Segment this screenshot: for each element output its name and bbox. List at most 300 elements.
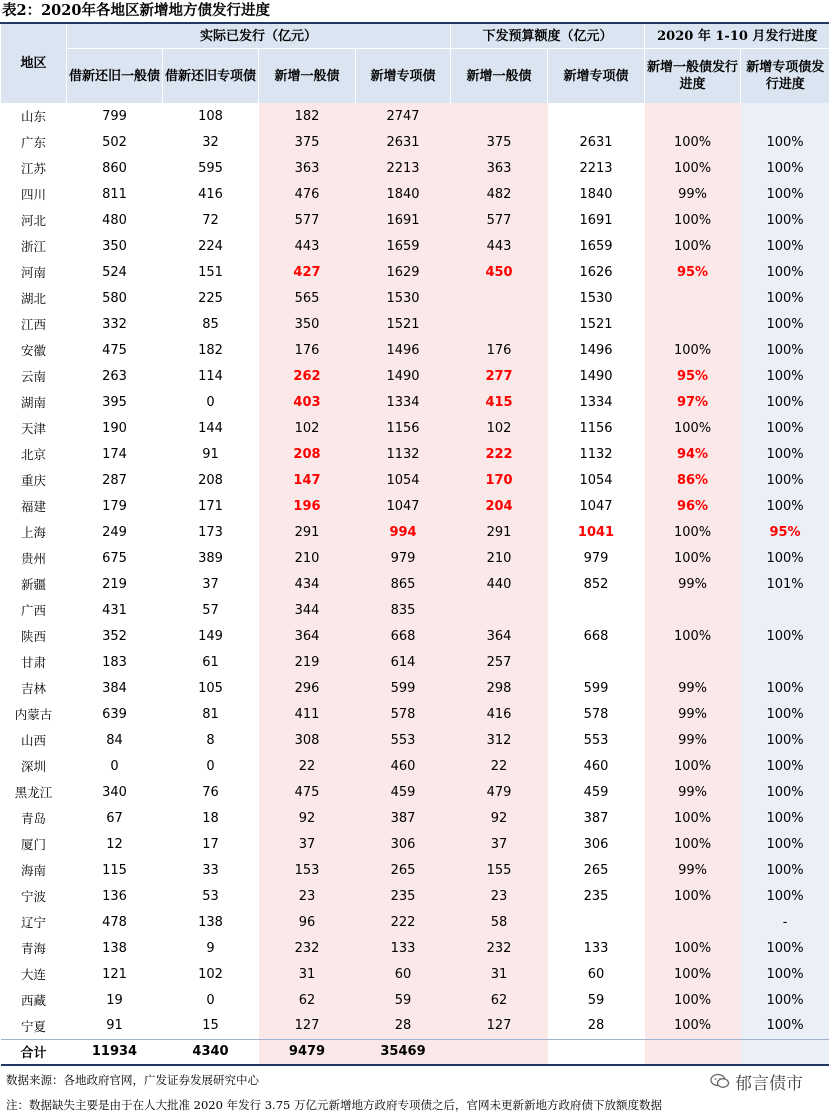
table-row (1, 1013, 829, 1039)
table-row (1, 337, 829, 363)
refi-general-cell: 431 (67, 597, 163, 623)
refi-special-cell: 15 (163, 1013, 259, 1039)
actual-new-special-cell: 2631 (356, 129, 451, 155)
region-cell: 浙江 (1, 233, 67, 259)
table-row (1, 285, 829, 311)
progress-special-cell: 100% (741, 181, 829, 207)
actual-new-general-cell: 434 (259, 571, 356, 597)
quota-new-general-cell: 31 (451, 961, 548, 987)
actual-new-general-cell: 296 (259, 675, 356, 701)
region-cell: 宁波 (1, 883, 67, 909)
quota-new-general-cell: 443 (451, 233, 548, 259)
actual-new-special-cell: 306 (356, 831, 451, 857)
actual-new-general-cell: 208 (259, 441, 356, 467)
progress-general-cell (645, 311, 741, 337)
quota-new-special-cell: 1132 (548, 441, 645, 467)
progress-general-cell: 100% (645, 415, 741, 441)
quota-new-special-cell: 1521 (548, 311, 645, 337)
region-cell: 安徽 (1, 337, 67, 363)
actual-new-special-cell: 133 (356, 935, 451, 961)
table-row (1, 597, 829, 623)
actual-new-special-cell: 235 (356, 883, 451, 909)
quota-new-special-cell: 1490 (548, 363, 645, 389)
table-row (1, 831, 829, 857)
progress-special-cell: 101% (741, 571, 829, 597)
region-cell: 厦门 (1, 831, 67, 857)
progress-special-cell: 100% (741, 493, 829, 519)
actual-new-special-cell: 1629 (356, 259, 451, 285)
footnote: 注：数据缺失主要是由于在人大批准 2020 年发行 3.75 万亿元新增地方政府专项债之后，官网未更新新地方政府债下放额度数据 (6, 1098, 662, 1112)
quota-new-general-cell: 222 (451, 441, 548, 467)
region-cell: 海南 (1, 857, 67, 883)
actual-new-special-cell: 1691 (356, 207, 451, 233)
progress-general-cell: 100% (645, 129, 741, 155)
quota-new-special-cell: 2631 (548, 129, 645, 155)
header-col-8: 新增专项债发行进度 (741, 49, 829, 104)
progress-special-cell: 100% (741, 857, 829, 883)
table-row (1, 207, 829, 233)
refi-general-cell: 67 (67, 805, 163, 831)
actual-new-general-cell: 411 (259, 701, 356, 727)
actual-new-special-cell: 668 (356, 623, 451, 649)
refi-special-cell: 149 (163, 623, 259, 649)
actual-new-general-cell: 443 (259, 233, 356, 259)
quota-new-general-cell: 22 (451, 753, 548, 779)
quota-new-special-cell (548, 909, 645, 935)
actual-new-general-cell: 22 (259, 753, 356, 779)
actual-new-special-cell: 1521 (356, 311, 451, 337)
region-cell: 辽宁 (1, 909, 67, 935)
progress-special-cell: 100% (741, 753, 829, 779)
quota-new-general-cell: 416 (451, 701, 548, 727)
quota-new-special-cell: 578 (548, 701, 645, 727)
progress-special-cell: 100% (741, 441, 829, 467)
refi-special-cell: 8 (163, 727, 259, 753)
issuance-table (0, 24, 829, 1066)
table-row (1, 519, 829, 545)
actual-new-general-cell: 262 (259, 363, 356, 389)
region-cell: 河北 (1, 207, 67, 233)
progress-general-cell: 100% (645, 935, 741, 961)
progress-general-cell: 99% (645, 571, 741, 597)
quota-new-general-cell: 298 (451, 675, 548, 701)
progress-general-cell: 100% (645, 519, 741, 545)
table-row (1, 181, 829, 207)
refi-general-cell: 287 (67, 467, 163, 493)
header-col-5: 新增一般债 (451, 49, 548, 104)
region-cell: 内蒙古 (1, 701, 67, 727)
quota-new-special-cell: 387 (548, 805, 645, 831)
quota-new-general-cell: 364 (451, 623, 548, 649)
progress-general-cell: 100% (645, 753, 741, 779)
region-cell: 大连 (1, 961, 67, 987)
quota-new-special-cell: 1626 (548, 259, 645, 285)
progress-special-cell: 95% (741, 519, 829, 545)
actual-new-general-cell: 210 (259, 545, 356, 571)
refi-special-cell: 102 (163, 961, 259, 987)
table-row (1, 909, 829, 935)
progress-general-cell (645, 649, 741, 675)
region-cell: 广东 (1, 129, 67, 155)
progress-general-cell: 100% (645, 155, 741, 181)
progress-special-cell: 100% (741, 363, 829, 389)
table-row (1, 701, 829, 727)
progress-general-cell: 100% (645, 623, 741, 649)
table-row (1, 883, 829, 909)
refi-special-cell: 416 (163, 181, 259, 207)
actual-new-general-cell: 403 (259, 389, 356, 415)
progress-general-cell: 97% (645, 389, 741, 415)
progress-general-cell: 86% (645, 467, 741, 493)
table-row (1, 961, 829, 987)
actual-new-special-cell: 553 (356, 727, 451, 753)
quota-new-special-cell: 460 (548, 753, 645, 779)
refi-general-cell: 350 (67, 233, 163, 259)
actual-new-general-cell: 565 (259, 285, 356, 311)
actual-new-special-cell: 59 (356, 987, 451, 1013)
progress-special-cell: 100% (741, 545, 829, 571)
quota-new-special-cell: 1047 (548, 493, 645, 519)
refi-special-cell: 53 (163, 883, 259, 909)
actual-new-general-cell: 476 (259, 181, 356, 207)
progress-general-cell: 96% (645, 493, 741, 519)
actual-new-general-cell: 182 (259, 103, 356, 129)
refi-general-cell: 340 (67, 779, 163, 805)
progress-special-cell (741, 103, 829, 129)
table-row (1, 129, 829, 155)
table-row (1, 389, 829, 415)
header-col-4: 新增专项债 (356, 49, 451, 104)
actual-new-general-cell: 96 (259, 909, 356, 935)
quota-new-special-cell: 1156 (548, 415, 645, 441)
actual-new-general-cell: 350 (259, 311, 356, 337)
actual-new-special-cell: 1054 (356, 467, 451, 493)
refi-general-cell: 332 (67, 311, 163, 337)
quota-new-special-cell: 2213 (548, 155, 645, 181)
quota-new-special-cell: 133 (548, 935, 645, 961)
region-cell: 吉林 (1, 675, 67, 701)
table-row (1, 155, 829, 181)
actual-new-special-cell: 1530 (356, 285, 451, 311)
refi-special-cell: 105 (163, 675, 259, 701)
progress-special-cell: 100% (741, 389, 829, 415)
region-cell: 贵州 (1, 545, 67, 571)
quota-new-special-cell: 1659 (548, 233, 645, 259)
refi-special-cell: 389 (163, 545, 259, 571)
total-quota-new-special-cell (548, 1039, 645, 1065)
region-cell: 青岛 (1, 805, 67, 831)
table-row (1, 805, 829, 831)
actual-new-general-cell: 375 (259, 129, 356, 155)
progress-special-cell: 100% (741, 207, 829, 233)
actual-new-general-cell: 232 (259, 935, 356, 961)
actual-new-special-cell: 979 (356, 545, 451, 571)
quota-new-general-cell: 176 (451, 337, 548, 363)
actual-new-general-cell: 344 (259, 597, 356, 623)
actual-new-general-cell: 196 (259, 493, 356, 519)
progress-special-cell: 100% (741, 701, 829, 727)
total-refi-general-cell: 11934 (67, 1039, 163, 1065)
quota-new-general-cell (451, 103, 548, 129)
region-cell: 宁夏 (1, 1013, 67, 1039)
refi-special-cell: 85 (163, 311, 259, 337)
actual-new-special-cell: 835 (356, 597, 451, 623)
progress-general-cell: 95% (645, 259, 741, 285)
progress-general-cell: 100% (645, 233, 741, 259)
quota-new-general-cell: 415 (451, 389, 548, 415)
table-row (1, 649, 829, 675)
progress-special-cell (741, 649, 829, 675)
progress-special-cell: 100% (741, 1013, 829, 1039)
progress-special-cell: 100% (741, 129, 829, 155)
table-row (1, 103, 829, 129)
quota-new-general-cell: 62 (451, 987, 548, 1013)
data-source: 数据来源：各地政府官网，广发证券发展研究中心 (6, 1073, 259, 1087)
quota-new-general-cell: 102 (451, 415, 548, 441)
progress-general-cell: 99% (645, 181, 741, 207)
quota-new-general-cell: 440 (451, 571, 548, 597)
quota-new-special-cell (548, 597, 645, 623)
actual-new-general-cell: 427 (259, 259, 356, 285)
region-cell: 福建 (1, 493, 67, 519)
progress-special-cell: 100% (741, 883, 829, 909)
quota-new-general-cell: 479 (451, 779, 548, 805)
total-actual-new-special-cell: 35469 (356, 1039, 451, 1065)
quota-new-general-cell: 291 (451, 519, 548, 545)
refi-special-cell: 138 (163, 909, 259, 935)
region-cell: 陕西 (1, 623, 67, 649)
refi-general-cell: 183 (67, 649, 163, 675)
table-row (1, 675, 829, 701)
quota-new-special-cell (548, 649, 645, 675)
table-row (1, 441, 829, 467)
refi-general-cell: 639 (67, 701, 163, 727)
table-row (1, 363, 829, 389)
refi-special-cell: 76 (163, 779, 259, 805)
table-row (1, 545, 829, 571)
actual-new-general-cell: 219 (259, 649, 356, 675)
progress-special-cell: 100% (741, 415, 829, 441)
header-col-1: 借新还旧一般债 (67, 49, 163, 104)
progress-special-cell: 100% (741, 285, 829, 311)
quota-new-special-cell: 265 (548, 857, 645, 883)
header-col-6: 新增专项债 (548, 49, 645, 104)
quota-new-general-cell: 232 (451, 935, 548, 961)
progress-general-cell: 100% (645, 337, 741, 363)
quota-new-special-cell: 235 (548, 883, 645, 909)
refi-special-cell: 81 (163, 701, 259, 727)
quota-new-special-cell: 599 (548, 675, 645, 701)
quota-new-special-cell: 979 (548, 545, 645, 571)
progress-special-cell: 100% (741, 727, 829, 753)
quota-new-general-cell: 155 (451, 857, 548, 883)
refi-special-cell: 37 (163, 571, 259, 597)
quota-new-general-cell: 23 (451, 883, 548, 909)
refi-special-cell: 17 (163, 831, 259, 857)
table-row (1, 935, 829, 961)
quota-new-general-cell: 257 (451, 649, 548, 675)
refi-general-cell: 0 (67, 753, 163, 779)
actual-new-general-cell: 475 (259, 779, 356, 805)
quota-new-special-cell: 60 (548, 961, 645, 987)
quota-new-special-cell: 1840 (548, 181, 645, 207)
quota-new-general-cell: 482 (451, 181, 548, 207)
refi-general-cell: 263 (67, 363, 163, 389)
actual-new-special-cell: 865 (356, 571, 451, 597)
total-row (1, 1039, 829, 1065)
region-cell: 山东 (1, 103, 67, 129)
region-cell: 上海 (1, 519, 67, 545)
refi-special-cell: 0 (163, 389, 259, 415)
actual-new-general-cell: 31 (259, 961, 356, 987)
table-row (1, 233, 829, 259)
quota-new-general-cell: 375 (451, 129, 548, 155)
table-row (1, 493, 829, 519)
actual-new-general-cell: 92 (259, 805, 356, 831)
quota-new-general-cell (451, 285, 548, 311)
progress-general-cell (645, 597, 741, 623)
refi-general-cell: 84 (67, 727, 163, 753)
header-col-3: 新增一般债 (259, 49, 356, 104)
progress-special-cell: 100% (741, 961, 829, 987)
actual-new-general-cell: 577 (259, 207, 356, 233)
header-region: 地区 (1, 24, 67, 103)
refi-special-cell: 9 (163, 935, 259, 961)
refi-general-cell: 249 (67, 519, 163, 545)
table-row (1, 259, 829, 285)
table-row (1, 415, 829, 441)
quota-new-general-cell: 92 (451, 805, 548, 831)
progress-general-cell: 94% (645, 441, 741, 467)
total-refi-special-cell: 4340 (163, 1039, 259, 1065)
refi-special-cell: 0 (163, 753, 259, 779)
refi-general-cell: 19 (67, 987, 163, 1013)
total-actual-new-general-cell: 9479 (259, 1039, 356, 1065)
actual-new-special-cell: 28 (356, 1013, 451, 1039)
refi-general-cell: 580 (67, 285, 163, 311)
quota-new-general-cell: 577 (451, 207, 548, 233)
actual-new-general-cell: 23 (259, 883, 356, 909)
refi-special-cell: 151 (163, 259, 259, 285)
quota-new-special-cell: 1530 (548, 285, 645, 311)
refi-general-cell: 860 (67, 155, 163, 181)
refi-special-cell: 114 (163, 363, 259, 389)
progress-special-cell: - (741, 909, 829, 935)
quota-new-special-cell: 1496 (548, 337, 645, 363)
region-cell: 湖北 (1, 285, 67, 311)
region-cell: 北京 (1, 441, 67, 467)
refi-special-cell: 144 (163, 415, 259, 441)
progress-general-cell: 100% (645, 207, 741, 233)
actual-new-special-cell: 2747 (356, 103, 451, 129)
progress-special-cell: 100% (741, 337, 829, 363)
quota-new-general-cell: 58 (451, 909, 548, 935)
progress-general-cell (645, 909, 741, 935)
refi-special-cell: 33 (163, 857, 259, 883)
region-cell: 广西 (1, 597, 67, 623)
progress-general-cell: 99% (645, 857, 741, 883)
header-col-2: 借新还旧专项债 (163, 49, 259, 104)
refi-special-cell: 171 (163, 493, 259, 519)
actual-new-general-cell: 147 (259, 467, 356, 493)
refi-general-cell: 480 (67, 207, 163, 233)
region-cell: 云南 (1, 363, 67, 389)
actual-new-special-cell: 265 (356, 857, 451, 883)
refi-special-cell: 225 (163, 285, 259, 311)
table-row (1, 753, 829, 779)
quota-new-special-cell: 1691 (548, 207, 645, 233)
refi-special-cell: 208 (163, 467, 259, 493)
quota-new-special-cell: 1334 (548, 389, 645, 415)
progress-special-cell (741, 597, 829, 623)
total-label: 合计 (1, 1039, 67, 1065)
quota-new-general-cell: 170 (451, 467, 548, 493)
wechat-icon (710, 1073, 730, 1089)
table-row (1, 311, 829, 337)
watermark-text: 郁言债市 (735, 1073, 803, 1094)
actual-new-special-cell: 578 (356, 701, 451, 727)
progress-general-cell: 100% (645, 987, 741, 1013)
region-cell: 西藏 (1, 987, 67, 1013)
watermark (710, 1068, 803, 1094)
quota-new-general-cell: 204 (451, 493, 548, 519)
table-row (1, 623, 829, 649)
refi-general-cell: 136 (67, 883, 163, 909)
header-group-quota: 下发预算额度（亿元） (451, 24, 645, 49)
refi-general-cell: 138 (67, 935, 163, 961)
progress-special-cell: 100% (741, 779, 829, 805)
progress-special-cell: 100% (741, 831, 829, 857)
region-cell: 重庆 (1, 467, 67, 493)
progress-special-cell: 100% (741, 467, 829, 493)
quota-new-special-cell: 59 (548, 987, 645, 1013)
refi-special-cell: 32 (163, 129, 259, 155)
refi-general-cell: 478 (67, 909, 163, 935)
progress-general-cell: 95% (645, 363, 741, 389)
refi-general-cell: 475 (67, 337, 163, 363)
refi-general-cell: 352 (67, 623, 163, 649)
table-body (1, 103, 829, 1065)
refi-special-cell: 173 (163, 519, 259, 545)
region-cell: 四川 (1, 181, 67, 207)
refi-special-cell: 182 (163, 337, 259, 363)
progress-general-cell: 100% (645, 883, 741, 909)
actual-new-general-cell: 291 (259, 519, 356, 545)
actual-new-special-cell: 614 (356, 649, 451, 675)
quota-new-special-cell: 306 (548, 831, 645, 857)
quota-new-special-cell: 28 (548, 1013, 645, 1039)
progress-special-cell: 100% (741, 233, 829, 259)
actual-new-special-cell: 1132 (356, 441, 451, 467)
region-cell: 山西 (1, 727, 67, 753)
table-row (1, 571, 829, 597)
progress-general-cell (645, 285, 741, 311)
refi-special-cell: 72 (163, 207, 259, 233)
region-cell: 河南 (1, 259, 67, 285)
refi-special-cell: 18 (163, 805, 259, 831)
quota-new-general-cell: 37 (451, 831, 548, 857)
table-row (1, 987, 829, 1013)
region-cell: 江西 (1, 311, 67, 337)
quota-new-special-cell: 1054 (548, 467, 645, 493)
region-cell: 黑龙江 (1, 779, 67, 805)
progress-general-cell: 99% (645, 675, 741, 701)
actual-new-general-cell: 176 (259, 337, 356, 363)
refi-general-cell: 115 (67, 857, 163, 883)
refi-general-cell: 91 (67, 1013, 163, 1039)
actual-new-special-cell: 1047 (356, 493, 451, 519)
quota-new-special-cell: 553 (548, 727, 645, 753)
